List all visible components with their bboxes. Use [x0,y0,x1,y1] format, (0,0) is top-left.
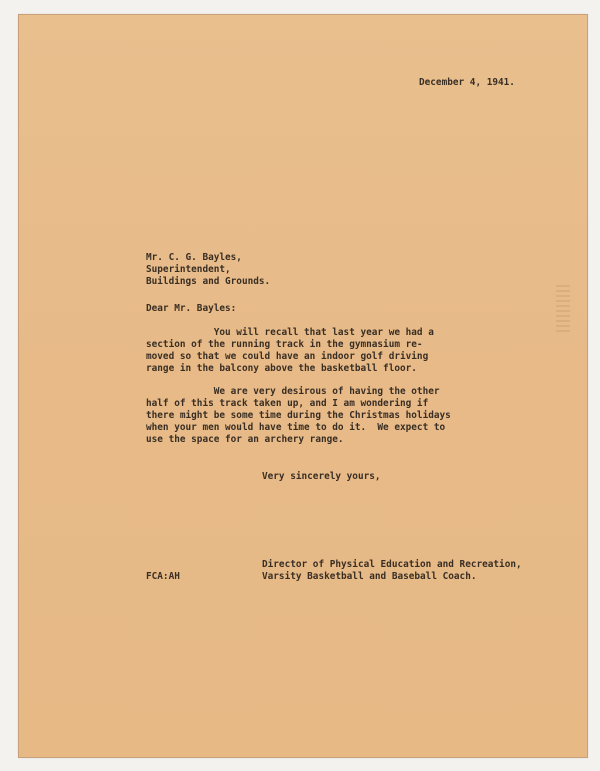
paragraph-1-line-4: range in the balcony above the basketball floor. [146,363,417,374]
paragraph-2-line-2: half of this track taken up, and I am wondering if [146,398,429,409]
paper-edge-mark [556,285,570,333]
reference-initials: FCA:AH [146,571,180,582]
paragraph-1-line-3: moved so that we could have an indoor golf driving [146,351,429,362]
salutation: Dear Mr. Bayles: [146,303,237,314]
recipient-name: Mr. C. G. Bayles, [146,252,242,263]
paragraph-2-line-5: use the space for an archery range. [146,434,344,445]
paragraph-1-line-2: section of the running track in the gymnasium re- [146,339,423,350]
complimentary-close: Very sincerely yours, [262,471,381,482]
signature-line-1: Director of Physical Education and Recreation, [262,559,522,570]
paragraph-2-line-3: there might be some time during the Christmas holidays [146,410,451,421]
recipient-department: Buildings and Grounds. [146,276,271,287]
recipient-title: Superintendent, [146,264,231,275]
letter-date: December 4, 1941. [419,77,515,88]
signature-line-2: Varsity Basketball and Baseball Coach. [262,571,477,582]
paragraph-2-line-4: when your men would have time to do it. We expect to [146,422,446,433]
paragraph-2-line-1: We are very desirous of having the other [146,386,440,397]
paragraph-1-line-1: You will recall that last year we had a [146,327,434,338]
